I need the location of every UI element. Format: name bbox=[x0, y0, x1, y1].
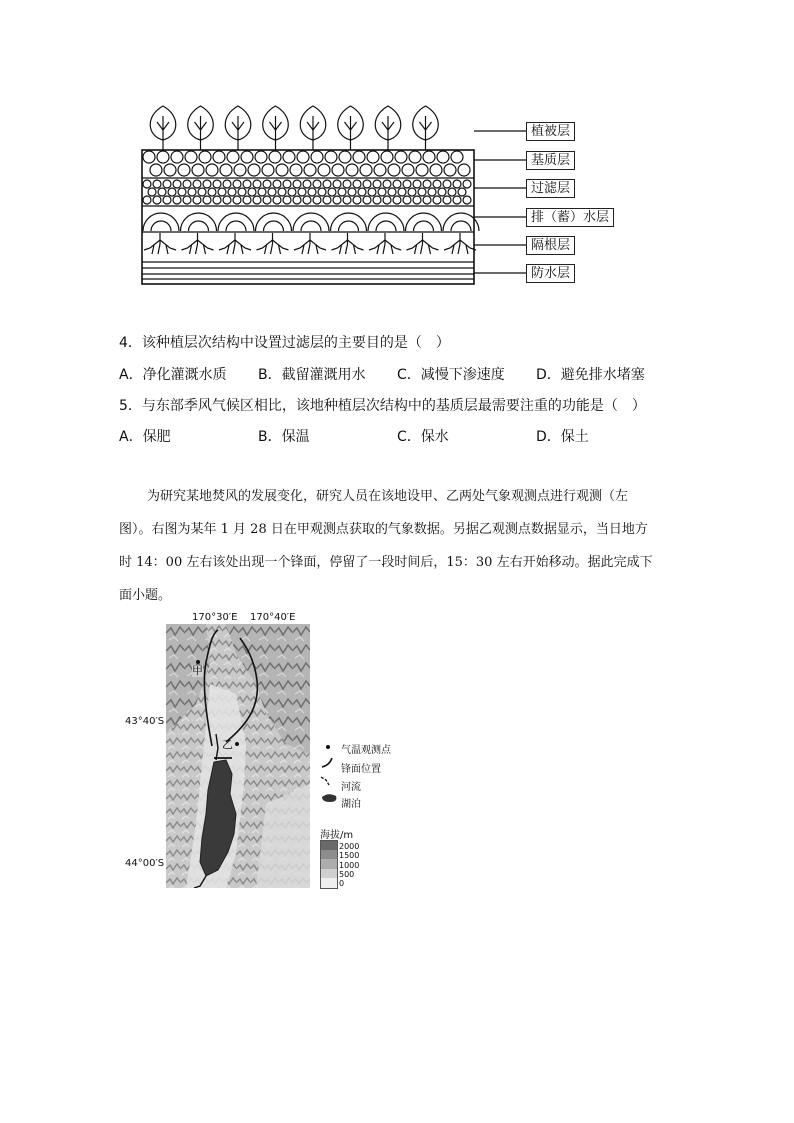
tree-icon bbox=[188, 106, 214, 150]
legend-river: 河流 bbox=[341, 782, 361, 793]
map-legend-symbols bbox=[318, 740, 342, 810]
tree-icon bbox=[225, 106, 251, 150]
tree-icon bbox=[263, 106, 289, 150]
tree-icon bbox=[300, 106, 326, 150]
q5-option-b[interactable]: B．保温 bbox=[258, 429, 310, 445]
passage-line-3: 时 14：00 左右该处出现一个锋面，停留了一段时间后，15：30 左右开始移动。据此完成下 bbox=[119, 555, 653, 570]
q5-option-c[interactable]: C．保水 bbox=[397, 429, 449, 445]
legend-front: 锋面位置 bbox=[341, 764, 381, 775]
station-yi-label: 乙 bbox=[222, 738, 233, 751]
passage-line-4: 面小题。 bbox=[119, 588, 172, 603]
waterproof-layer-lines bbox=[142, 262, 474, 279]
q5-option-a[interactable]: A．保肥 bbox=[119, 429, 171, 445]
question-5: 5．与东部季风气候区相比，该地种植层次结构中的基质层最需要注重的功能是（ ） bbox=[119, 398, 646, 414]
q4-option-d[interactable]: D．避免排水堵塞 bbox=[536, 367, 645, 383]
label-filter-layer: 过滤层 bbox=[526, 179, 575, 198]
label-substrate-layer: 基质层 bbox=[526, 151, 575, 170]
terrain-map bbox=[166, 624, 310, 888]
station-yi-dot bbox=[235, 742, 239, 746]
elevation-title: 海拔/m bbox=[320, 830, 354, 841]
tree-icon bbox=[150, 106, 176, 150]
tree-icon bbox=[413, 106, 439, 150]
label-vegetation-layer: 植被层 bbox=[526, 122, 575, 141]
passage bbox=[119, 480, 679, 612]
elevation-1500: 1500 bbox=[339, 851, 360, 860]
q4-option-a[interactable]: A．净化灌溉水质 bbox=[119, 367, 227, 383]
map-tick-lon-1: 170°30′E bbox=[192, 612, 238, 623]
map-tick-lat-2: 44°00′S bbox=[125, 858, 165, 869]
tree-icon bbox=[338, 106, 364, 150]
substrate-layer-pattern bbox=[143, 151, 470, 176]
q5-option-d[interactable]: D．保土 bbox=[536, 429, 589, 445]
label-waterproof-layer: 防水层 bbox=[526, 264, 575, 283]
vegetation-trees bbox=[150, 106, 438, 150]
label-root-barrier-layer: 隔根层 bbox=[526, 236, 575, 255]
question-4: 4．该种植层次结构中设置过滤层的主要目的是（ ） bbox=[119, 335, 450, 351]
map-tick-lon-2: 170°40′E bbox=[250, 612, 296, 623]
elevation-0: 0 bbox=[339, 879, 345, 888]
elevation-2000: 2000 bbox=[339, 842, 360, 851]
passage-line-2: 图）。右图为某年 1 月 28 日在甲观测点获取的气象数据。另据乙观测点数据显示，当日地方 bbox=[119, 522, 648, 537]
map-tick-lat-1: 43°40′S bbox=[125, 716, 165, 727]
filter-layer-pattern bbox=[143, 180, 471, 204]
elevation-500: 500 bbox=[339, 870, 355, 879]
q4-option-b[interactable]: B．截留灌溉用水 bbox=[258, 367, 366, 383]
elevation-1000: 1000 bbox=[339, 861, 360, 870]
station-jia-label: 甲 bbox=[192, 664, 203, 677]
root-barrier-pattern bbox=[144, 233, 476, 254]
drainage-layer-pattern bbox=[143, 213, 479, 231]
tree-icon bbox=[375, 106, 401, 150]
passage-line-1: 为研究某地焚风的发展变化，研究人员在该地设甲、乙两处气象观测点进行观测（左 bbox=[147, 489, 629, 504]
q4-option-c[interactable]: C．减慢下渗速度 bbox=[397, 367, 505, 383]
label-drainage-layer: 排（蓄）水层 bbox=[526, 208, 614, 227]
elevation-scale bbox=[320, 840, 338, 889]
legend-station: 气温观测点 bbox=[341, 745, 391, 756]
legend-lake: 湖泊 bbox=[341, 799, 361, 810]
